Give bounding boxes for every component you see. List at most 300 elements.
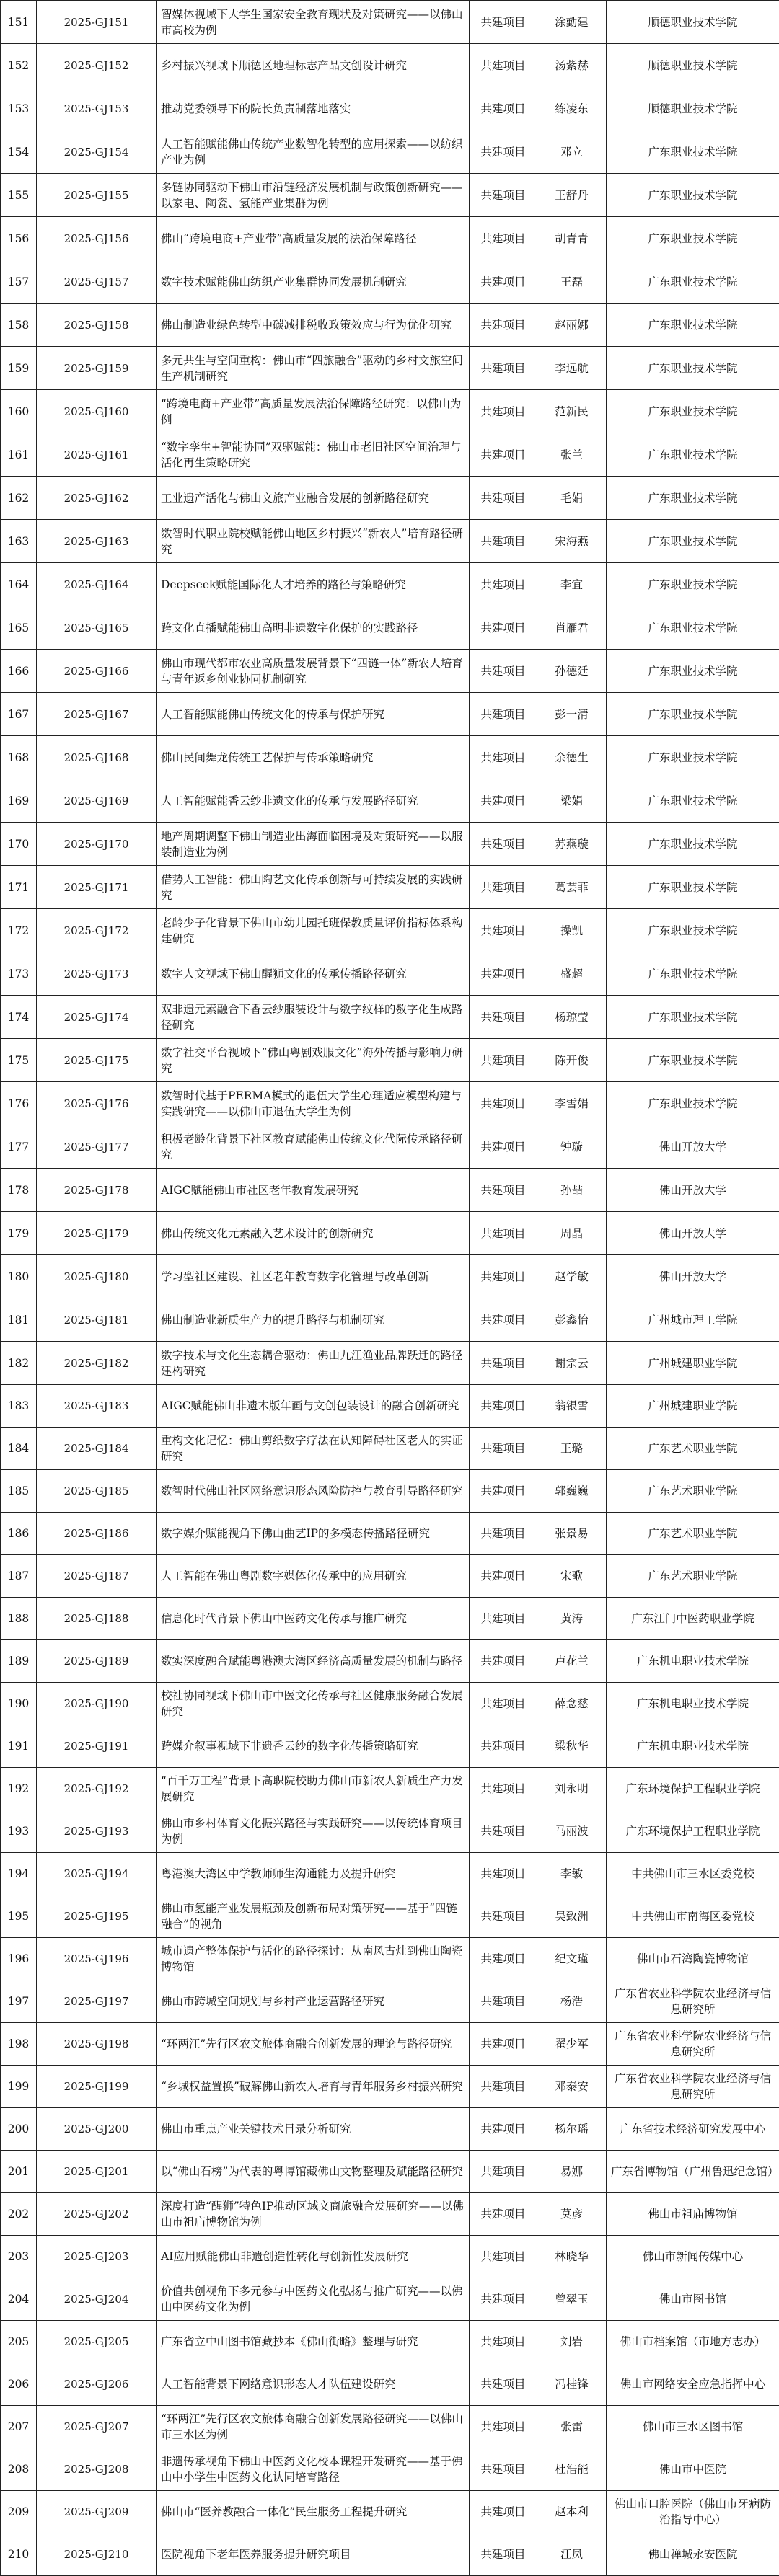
- project-code: 2025-GJ195: [37, 1895, 157, 1938]
- project-organization: 广东职业技术学院: [607, 520, 779, 563]
- project-title: 老龄少子化背景下佛山市幼儿园托班保教质量评价指标体系构建研究: [157, 909, 470, 952]
- project-leader: 卢花兰: [537, 1640, 607, 1683]
- project-organization: 佛山市新闻传媒中心: [607, 2236, 779, 2278]
- project-code: 2025-GJ208: [37, 2448, 157, 2491]
- project-leader: 林晓华: [537, 2236, 607, 2278]
- row-number: 170: [1, 823, 37, 866]
- row-number: 158: [1, 304, 37, 347]
- project-type: 共建项目: [470, 2491, 537, 2533]
- table-row: [1, 1470, 779, 1513]
- project-leader: 杨琼莹: [537, 996, 607, 1039]
- project-code: 2025-GJ161: [37, 433, 157, 477]
- project-code: 2025-GJ180: [37, 1255, 157, 1298]
- project-title: 多链协同驱动下佛山市沿链经济发展机制与政策创新研究——以家电、陶瓷、氢能产业集群为例: [157, 174, 470, 217]
- project-organization: 广东职业技术学院: [607, 130, 779, 174]
- project-code: 2025-GJ196: [37, 1938, 157, 1980]
- project-organization: 广州城建职业学院: [607, 1385, 779, 1428]
- project-code: 2025-GJ176: [37, 1082, 157, 1125]
- project-organization: 广东职业技术学院: [607, 779, 779, 823]
- project-code: 2025-GJ162: [37, 477, 157, 520]
- project-leader: 张景易: [537, 1513, 607, 1555]
- project-organization: 广东职业技术学院: [607, 1082, 779, 1125]
- table-row: [1, 1810, 779, 1853]
- project-type: 共建项目: [470, 390, 537, 433]
- row-number: 162: [1, 477, 37, 520]
- project-leader: 盛超: [537, 952, 607, 996]
- project-leader: 翟少军: [537, 2023, 607, 2066]
- project-leader: 孙喆: [537, 1169, 607, 1212]
- project-type: 共建项目: [470, 2151, 537, 2193]
- project-code: 2025-GJ210: [37, 2533, 157, 2576]
- table-row: [1, 347, 779, 390]
- project-title: AI应用赋能佛山非遗创造性转化与创新性发展研究: [157, 2236, 470, 2278]
- table-row: [1, 260, 779, 304]
- project-type: 共建项目: [470, 866, 537, 909]
- project-title: “跨境电商+产业带”高质量发展法治保障路径研究：以佛山为例: [157, 390, 470, 433]
- project-organization: 佛山开放大学: [607, 1125, 779, 1169]
- table-row: [1, 996, 779, 1039]
- project-organization: 佛山市中医院: [607, 2448, 779, 2491]
- project-type: 共建项目: [470, 1513, 537, 1555]
- project-title: 人工智能赋能佛山传统文化的传承与保护研究: [157, 693, 470, 736]
- project-code: 2025-GJ166: [37, 650, 157, 693]
- row-number: 166: [1, 650, 37, 693]
- project-leader: 翁银雪: [537, 1385, 607, 1428]
- project-leader: 黄涛: [537, 1598, 607, 1640]
- row-number: 195: [1, 1895, 37, 1938]
- table-row: [1, 2321, 779, 2363]
- project-leader: 江凤: [537, 2533, 607, 2576]
- project-type: 共建项目: [470, 1169, 537, 1212]
- row-number: 200: [1, 2108, 37, 2151]
- project-code: 2025-GJ173: [37, 952, 157, 996]
- project-title: 价值共创视角下多元参与中医药文化弘扬与推广研究——以佛山中医药文化为例: [157, 2278, 470, 2321]
- row-number: 203: [1, 2236, 37, 2278]
- row-number: 185: [1, 1470, 37, 1513]
- row-number: 159: [1, 347, 37, 390]
- project-code: 2025-GJ160: [37, 390, 157, 433]
- project-type: 共建项目: [470, 2108, 537, 2151]
- row-number: 206: [1, 2363, 37, 2406]
- project-code: 2025-GJ200: [37, 2108, 157, 2151]
- project-title: 佛山市氢能产业发展瓶颈及创新布局对策研究——基于“四链融合”的视角: [157, 1895, 470, 1938]
- project-type: 共建项目: [470, 1212, 537, 1255]
- project-title: 佛山民间舞龙传统工艺保护与传承策略研究: [157, 736, 470, 779]
- project-title: 数智时代基于PERMA模式的退伍大学生心理适应模型构建与实践研究——以佛山市退伍大学生为例: [157, 1082, 470, 1125]
- row-number: 171: [1, 866, 37, 909]
- project-type: 共建项目: [470, 2023, 537, 2066]
- project-organization: 广东职业技术学院: [607, 433, 779, 477]
- table-row: [1, 1298, 779, 1342]
- project-leader: 薛念慈: [537, 1683, 607, 1725]
- table-row: [1, 1, 779, 44]
- project-type: 共建项目: [470, 1, 537, 44]
- project-title: AIGC赋能佛山非遗木版年画与文创包装设计的融合创新研究: [157, 1385, 470, 1428]
- project-leader: 梁娟: [537, 779, 607, 823]
- table-row: [1, 1212, 779, 1255]
- project-title: 推动党委领导下的院长负责制落地落实: [157, 87, 470, 130]
- project-organization: 广东职业技术学院: [607, 563, 779, 606]
- project-leader: 梁秋华: [537, 1725, 607, 1768]
- table-row: [1, 952, 779, 996]
- project-organization: 广东职业技术学院: [607, 866, 779, 909]
- project-type: 共建项目: [470, 2066, 537, 2108]
- row-number: 207: [1, 2406, 37, 2448]
- project-organization: 佛山市石湾陶瓷博物馆: [607, 1938, 779, 1980]
- project-leader: 冯桂锋: [537, 2363, 607, 2406]
- project-title: 多元共生与空间重构：佛山市“四旅融合”驱动的乡村文旅空间生产机制研究: [157, 347, 470, 390]
- project-code: 2025-GJ164: [37, 563, 157, 606]
- row-number: 192: [1, 1768, 37, 1810]
- project-leader: 纪文瑾: [537, 1938, 607, 1980]
- project-title: “环两江”先行区农文旅体商融合创新发展的理论与路径研究: [157, 2023, 470, 2066]
- project-title: 数智时代佛山社区网络意识形态风险防控与教育引导路径研究: [157, 1470, 470, 1513]
- row-number: 173: [1, 952, 37, 996]
- project-title: 信息化时代背景下佛山中医药文化传承与推广研究: [157, 1598, 470, 1640]
- project-leader: 陈开俊: [537, 1039, 607, 1082]
- row-number: 202: [1, 2193, 37, 2236]
- table-row: [1, 520, 779, 563]
- project-organization: 中共佛山市南海区委党校: [607, 1895, 779, 1938]
- project-code: 2025-GJ155: [37, 174, 157, 217]
- project-type: 共建项目: [470, 823, 537, 866]
- table-row: [1, 1640, 779, 1683]
- project-organization: 广东职业技术学院: [607, 996, 779, 1039]
- project-type: 共建项目: [470, 1683, 537, 1725]
- project-code: 2025-GJ167: [37, 693, 157, 736]
- project-organization: 佛山市三水区图书馆: [607, 2406, 779, 2448]
- table-row: [1, 1342, 779, 1385]
- row-number: 163: [1, 520, 37, 563]
- project-organization: 广东省技术经济研究发展中心: [607, 2108, 779, 2151]
- project-leader: 杨尔瑶: [537, 2108, 607, 2151]
- project-organization: 广东职业技术学院: [607, 736, 779, 779]
- project-code: 2025-GJ203: [37, 2236, 157, 2278]
- row-number: 161: [1, 433, 37, 477]
- project-organization: 顺德职业技术学院: [607, 44, 779, 87]
- project-code: 2025-GJ205: [37, 2321, 157, 2363]
- project-code: 2025-GJ169: [37, 779, 157, 823]
- project-code: 2025-GJ198: [37, 2023, 157, 2066]
- table-row: [1, 304, 779, 347]
- row-number: 201: [1, 2151, 37, 2193]
- project-type: 共建项目: [470, 1598, 537, 1640]
- project-code: 2025-GJ172: [37, 909, 157, 952]
- project-type: 共建项目: [470, 2236, 537, 2278]
- project-title: 数字技术与文化生态耦合驱动：佛山九江渔业品牌跃迁的路径建构研究: [157, 1342, 470, 1385]
- table-row: [1, 2448, 779, 2491]
- project-type: 共建项目: [470, 996, 537, 1039]
- project-organization: 广东艺术职业学院: [607, 1555, 779, 1598]
- row-number: 177: [1, 1125, 37, 1169]
- project-code: 2025-GJ202: [37, 2193, 157, 2236]
- project-organization: 佛山市祖庙博物馆: [607, 2193, 779, 2236]
- row-number: 191: [1, 1725, 37, 1768]
- project-organization: 佛山市图书馆: [607, 2278, 779, 2321]
- project-organization: 广东职业技术学院: [607, 693, 779, 736]
- row-number: 196: [1, 1938, 37, 1980]
- project-code: 2025-GJ194: [37, 1853, 157, 1895]
- project-organization: 佛山开放大学: [607, 1212, 779, 1255]
- project-leader: 莫彦: [537, 2193, 607, 2236]
- project-title: 非遗传承视角下佛山中医药文化校本课程开发研究——基于佛山中小学生中医药文化认同培育路径: [157, 2448, 470, 2491]
- table-row: [1, 1039, 779, 1082]
- project-leader: 彭鑫怡: [537, 1298, 607, 1342]
- project-code: 2025-GJ179: [37, 1212, 157, 1255]
- project-organization: 广东职业技术学院: [607, 477, 779, 520]
- project-code: 2025-GJ171: [37, 866, 157, 909]
- table-row: [1, 2108, 779, 2151]
- table-row: [1, 1895, 779, 1938]
- project-leader: 范新民: [537, 390, 607, 433]
- row-number: 208: [1, 2448, 37, 2491]
- project-code: 2025-GJ178: [37, 1169, 157, 1212]
- project-title: 积极老龄化背景下社区教育赋能佛山传统文化代际传承路径研究: [157, 1125, 470, 1169]
- row-number: 189: [1, 1640, 37, 1683]
- project-leader: 邓泰安: [537, 2066, 607, 2108]
- project-leader: 汤紫赫: [537, 44, 607, 87]
- project-organization: 顺德职业技术学院: [607, 87, 779, 130]
- project-type: 共建项目: [470, 174, 537, 217]
- project-type: 共建项目: [470, 1082, 537, 1125]
- project-code: 2025-GJ209: [37, 2491, 157, 2533]
- project-title: “百千万工程”背景下高职院校助力佛山市新农人新质生产力发展研究: [157, 1768, 470, 1810]
- table-row: [1, 693, 779, 736]
- project-title: 数字人文视域下佛山醒狮文化的传承传播路径研究: [157, 952, 470, 996]
- project-type: 共建项目: [470, 2363, 537, 2406]
- row-number: 183: [1, 1385, 37, 1428]
- project-title: 地产周期调整下佛山制造业出海面临困境及对策研究——以服装制造业为例: [157, 823, 470, 866]
- table-row: [1, 2151, 779, 2193]
- table-row: [1, 866, 779, 909]
- project-organization: 广东机电职业技术学院: [607, 1725, 779, 1768]
- project-type: 共建项目: [470, 87, 537, 130]
- project-type: 共建项目: [470, 1895, 537, 1938]
- row-number: 157: [1, 260, 37, 304]
- row-number: 184: [1, 1428, 37, 1470]
- table-row: [1, 390, 779, 433]
- project-title: 佛山制造业绿色转型中碳减排税收政策效应与行为优化研究: [157, 304, 470, 347]
- project-organization: 佛山市口腔医院（佛山市牙病防治指导中心）: [607, 2491, 779, 2533]
- row-number: 198: [1, 2023, 37, 2066]
- project-organization: 佛山开放大学: [607, 1255, 779, 1298]
- project-title: 佛山制造业新质生产力的提升路径与机制研究: [157, 1298, 470, 1342]
- project-organization: 广东江门中医药职业学院: [607, 1598, 779, 1640]
- table-row: [1, 2193, 779, 2236]
- project-title: 佛山市跨城空间规划与乡村产业运营路径研究: [157, 1980, 470, 2023]
- project-organization: 广东省农业科学院农业经济与信息研究所: [607, 2066, 779, 2108]
- project-title: 数字社交平台视域下“佛山粤剧戏服文化”海外传播与影响力研究: [157, 1039, 470, 1082]
- row-number: 154: [1, 130, 37, 174]
- project-type: 共建项目: [470, 2406, 537, 2448]
- project-type: 共建项目: [470, 1938, 537, 1980]
- project-code: 2025-GJ165: [37, 606, 157, 650]
- project-type: 共建项目: [470, 304, 537, 347]
- project-organization: 佛山禅城永安医院: [607, 2533, 779, 2576]
- project-title: 双非遗元素融合下香云纱服装设计与数字纹样的数字化生成路径研究: [157, 996, 470, 1039]
- project-code: 2025-GJ186: [37, 1513, 157, 1555]
- project-code: 2025-GJ154: [37, 130, 157, 174]
- row-number: 165: [1, 606, 37, 650]
- project-code: 2025-GJ197: [37, 1980, 157, 2023]
- project-organization: 广东省农业科学院农业经济与信息研究所: [607, 1980, 779, 2023]
- row-number: 153: [1, 87, 37, 130]
- project-title: “环两江”先行区农文旅体商融合创新发展路径研究——以佛山市三水区为例: [157, 2406, 470, 2448]
- project-leader: 马丽波: [537, 1810, 607, 1853]
- row-number: 164: [1, 563, 37, 606]
- project-leader: 赵丽娜: [537, 304, 607, 347]
- table-row: [1, 1768, 779, 1810]
- project-leader: 刘岩: [537, 2321, 607, 2363]
- project-leader: 刘永明: [537, 1768, 607, 1810]
- table-row: [1, 2278, 779, 2321]
- table-row: [1, 2533, 779, 2576]
- project-leader: 王璐: [537, 1428, 607, 1470]
- table-row: [1, 217, 779, 260]
- project-type: 共建项目: [470, 2278, 537, 2321]
- table-row: [1, 1980, 779, 2023]
- project-organization: 广东职业技术学院: [607, 1039, 779, 1082]
- project-code: 2025-GJ151: [37, 1, 157, 44]
- table-row: [1, 1683, 779, 1725]
- project-code: 2025-GJ152: [37, 44, 157, 87]
- row-number: 199: [1, 2066, 37, 2108]
- project-leader: 邓立: [537, 130, 607, 174]
- project-code: 2025-GJ188: [37, 1598, 157, 1640]
- table-row: [1, 1598, 779, 1640]
- project-leader: 杜浩能: [537, 2448, 607, 2491]
- row-number: 176: [1, 1082, 37, 1125]
- project-type: 共建项目: [470, 260, 537, 304]
- project-code: 2025-GJ156: [37, 217, 157, 260]
- table-row: [1, 2363, 779, 2406]
- project-type: 共建项目: [470, 1298, 537, 1342]
- project-organization: 广东环境保护工程职业学院: [607, 1768, 779, 1810]
- table-row: [1, 174, 779, 217]
- project-type: 共建项目: [470, 1725, 537, 1768]
- row-number: 172: [1, 909, 37, 952]
- project-title: 人工智能赋能香云纱非遗文化的传承与发展路径研究: [157, 779, 470, 823]
- project-code: 2025-GJ189: [37, 1640, 157, 1683]
- project-code: 2025-GJ153: [37, 87, 157, 130]
- table-row: [1, 2066, 779, 2108]
- project-code: 2025-GJ187: [37, 1555, 157, 1598]
- project-title: 智媒体视域下大学生国家安全教育现状及对策研究——以佛山市高校为例: [157, 1, 470, 44]
- row-number: 151: [1, 1, 37, 44]
- project-code: 2025-GJ170: [37, 823, 157, 866]
- row-number: 156: [1, 217, 37, 260]
- row-number: 175: [1, 1039, 37, 1082]
- table-row: [1, 1125, 779, 1169]
- project-leader: 郭巍巍: [537, 1470, 607, 1513]
- project-title: 跨文化直播赋能佛山高明非遗数字化保护的实践路径: [157, 606, 470, 650]
- project-leader: 李宜: [537, 563, 607, 606]
- project-code: 2025-GJ157: [37, 260, 157, 304]
- project-leader: 赵本利: [537, 2491, 607, 2533]
- project-title: 校社协同视域下佛山市中医文化传承与社区健康服务融合发展研究: [157, 1683, 470, 1725]
- project-organization: 广东艺术职业学院: [607, 1470, 779, 1513]
- project-type: 共建项目: [470, 520, 537, 563]
- table-row: [1, 1255, 779, 1298]
- project-type: 共建项目: [470, 1428, 537, 1470]
- project-code: 2025-GJ181: [37, 1298, 157, 1342]
- table-row: [1, 2236, 779, 2278]
- project-leader: 余德生: [537, 736, 607, 779]
- project-title: 数字媒介赋能视角下佛山曲艺IP的多模态传播路径研究: [157, 1513, 470, 1555]
- project-leader: 彭一清: [537, 693, 607, 736]
- project-code: 2025-GJ168: [37, 736, 157, 779]
- project-type: 共建项目: [470, 1853, 537, 1895]
- project-organization: 广东职业技术学院: [607, 909, 779, 952]
- project-title: 重构文化记忆：佛山剪纸数字疗法在认知障碍社区老人的实证研究: [157, 1428, 470, 1470]
- table-row: [1, 736, 779, 779]
- project-title: AIGC赋能佛山市社区老年教育发展研究: [157, 1169, 470, 1212]
- project-title: 数智时代职业院校赋能佛山地区乡村振兴“新农人”培育路径研究: [157, 520, 470, 563]
- project-type: 共建项目: [470, 2533, 537, 2576]
- project-leader: 涂勤建: [537, 1, 607, 44]
- project-leader: 吴致洲: [537, 1895, 607, 1938]
- project-title: 佛山市“医养教融合一体化”民生服务工程提升研究: [157, 2491, 470, 2533]
- row-number: 186: [1, 1513, 37, 1555]
- table-row: [1, 2491, 779, 2533]
- project-leader: 张雷: [537, 2406, 607, 2448]
- table-row: [1, 130, 779, 174]
- row-number: 194: [1, 1853, 37, 1895]
- project-organization: 顺德职业技术学院: [607, 1, 779, 44]
- project-code: 2025-GJ190: [37, 1683, 157, 1725]
- project-type: 共建项目: [470, 44, 537, 87]
- table-row: [1, 477, 779, 520]
- project-organization: 广东职业技术学院: [607, 952, 779, 996]
- row-number: 205: [1, 2321, 37, 2363]
- table-body: [1, 1, 779, 2576]
- project-organization: 广东环境保护工程职业学院: [607, 1810, 779, 1853]
- row-number: 210: [1, 2533, 37, 2576]
- project-organization: 广东职业技术学院: [607, 823, 779, 866]
- project-type: 共建项目: [470, 2448, 537, 2491]
- project-leader: 练凌东: [537, 87, 607, 130]
- project-type: 共建项目: [470, 909, 537, 952]
- project-type: 共建项目: [470, 1810, 537, 1853]
- project-type: 共建项目: [470, 130, 537, 174]
- table-row: [1, 650, 779, 693]
- table-row: [1, 2406, 779, 2448]
- project-code: 2025-GJ174: [37, 996, 157, 1039]
- project-leader: 王磊: [537, 260, 607, 304]
- project-title: 以“佛山石榜”为代表的粤博馆藏佛山文物整理及赋能路径研究: [157, 2151, 470, 2193]
- project-organization: 广东机电职业技术学院: [607, 1683, 779, 1725]
- project-type: 共建项目: [470, 1980, 537, 2023]
- project-organization: 广东职业技术学院: [607, 650, 779, 693]
- project-type: 共建项目: [470, 433, 537, 477]
- project-organization: 广东省农业科学院农业经济与信息研究所: [607, 2023, 779, 2066]
- table-row: [1, 823, 779, 866]
- project-organization: 广州城市理工学院: [607, 1298, 779, 1342]
- project-code: 2025-GJ158: [37, 304, 157, 347]
- row-number: 204: [1, 2278, 37, 2321]
- project-type: 共建项目: [470, 650, 537, 693]
- project-leader: 肖雁君: [537, 606, 607, 650]
- project-organization: 广东艺术职业学院: [607, 1428, 779, 1470]
- project-organization: 广州城建职业学院: [607, 1342, 779, 1385]
- project-organization: 中共佛山市三水区委党校: [607, 1853, 779, 1895]
- table-row: [1, 909, 779, 952]
- project-leader: 易娜: [537, 2151, 607, 2193]
- project-organization: 广东职业技术学院: [607, 174, 779, 217]
- project-title: 佛山市现代都市农业高质量发展背景下“四链一体”新农人培育与青年返乡创业协同机制研究: [157, 650, 470, 693]
- project-organization: 广东职业技术学院: [607, 606, 779, 650]
- project-type: 共建项目: [470, 1385, 537, 1428]
